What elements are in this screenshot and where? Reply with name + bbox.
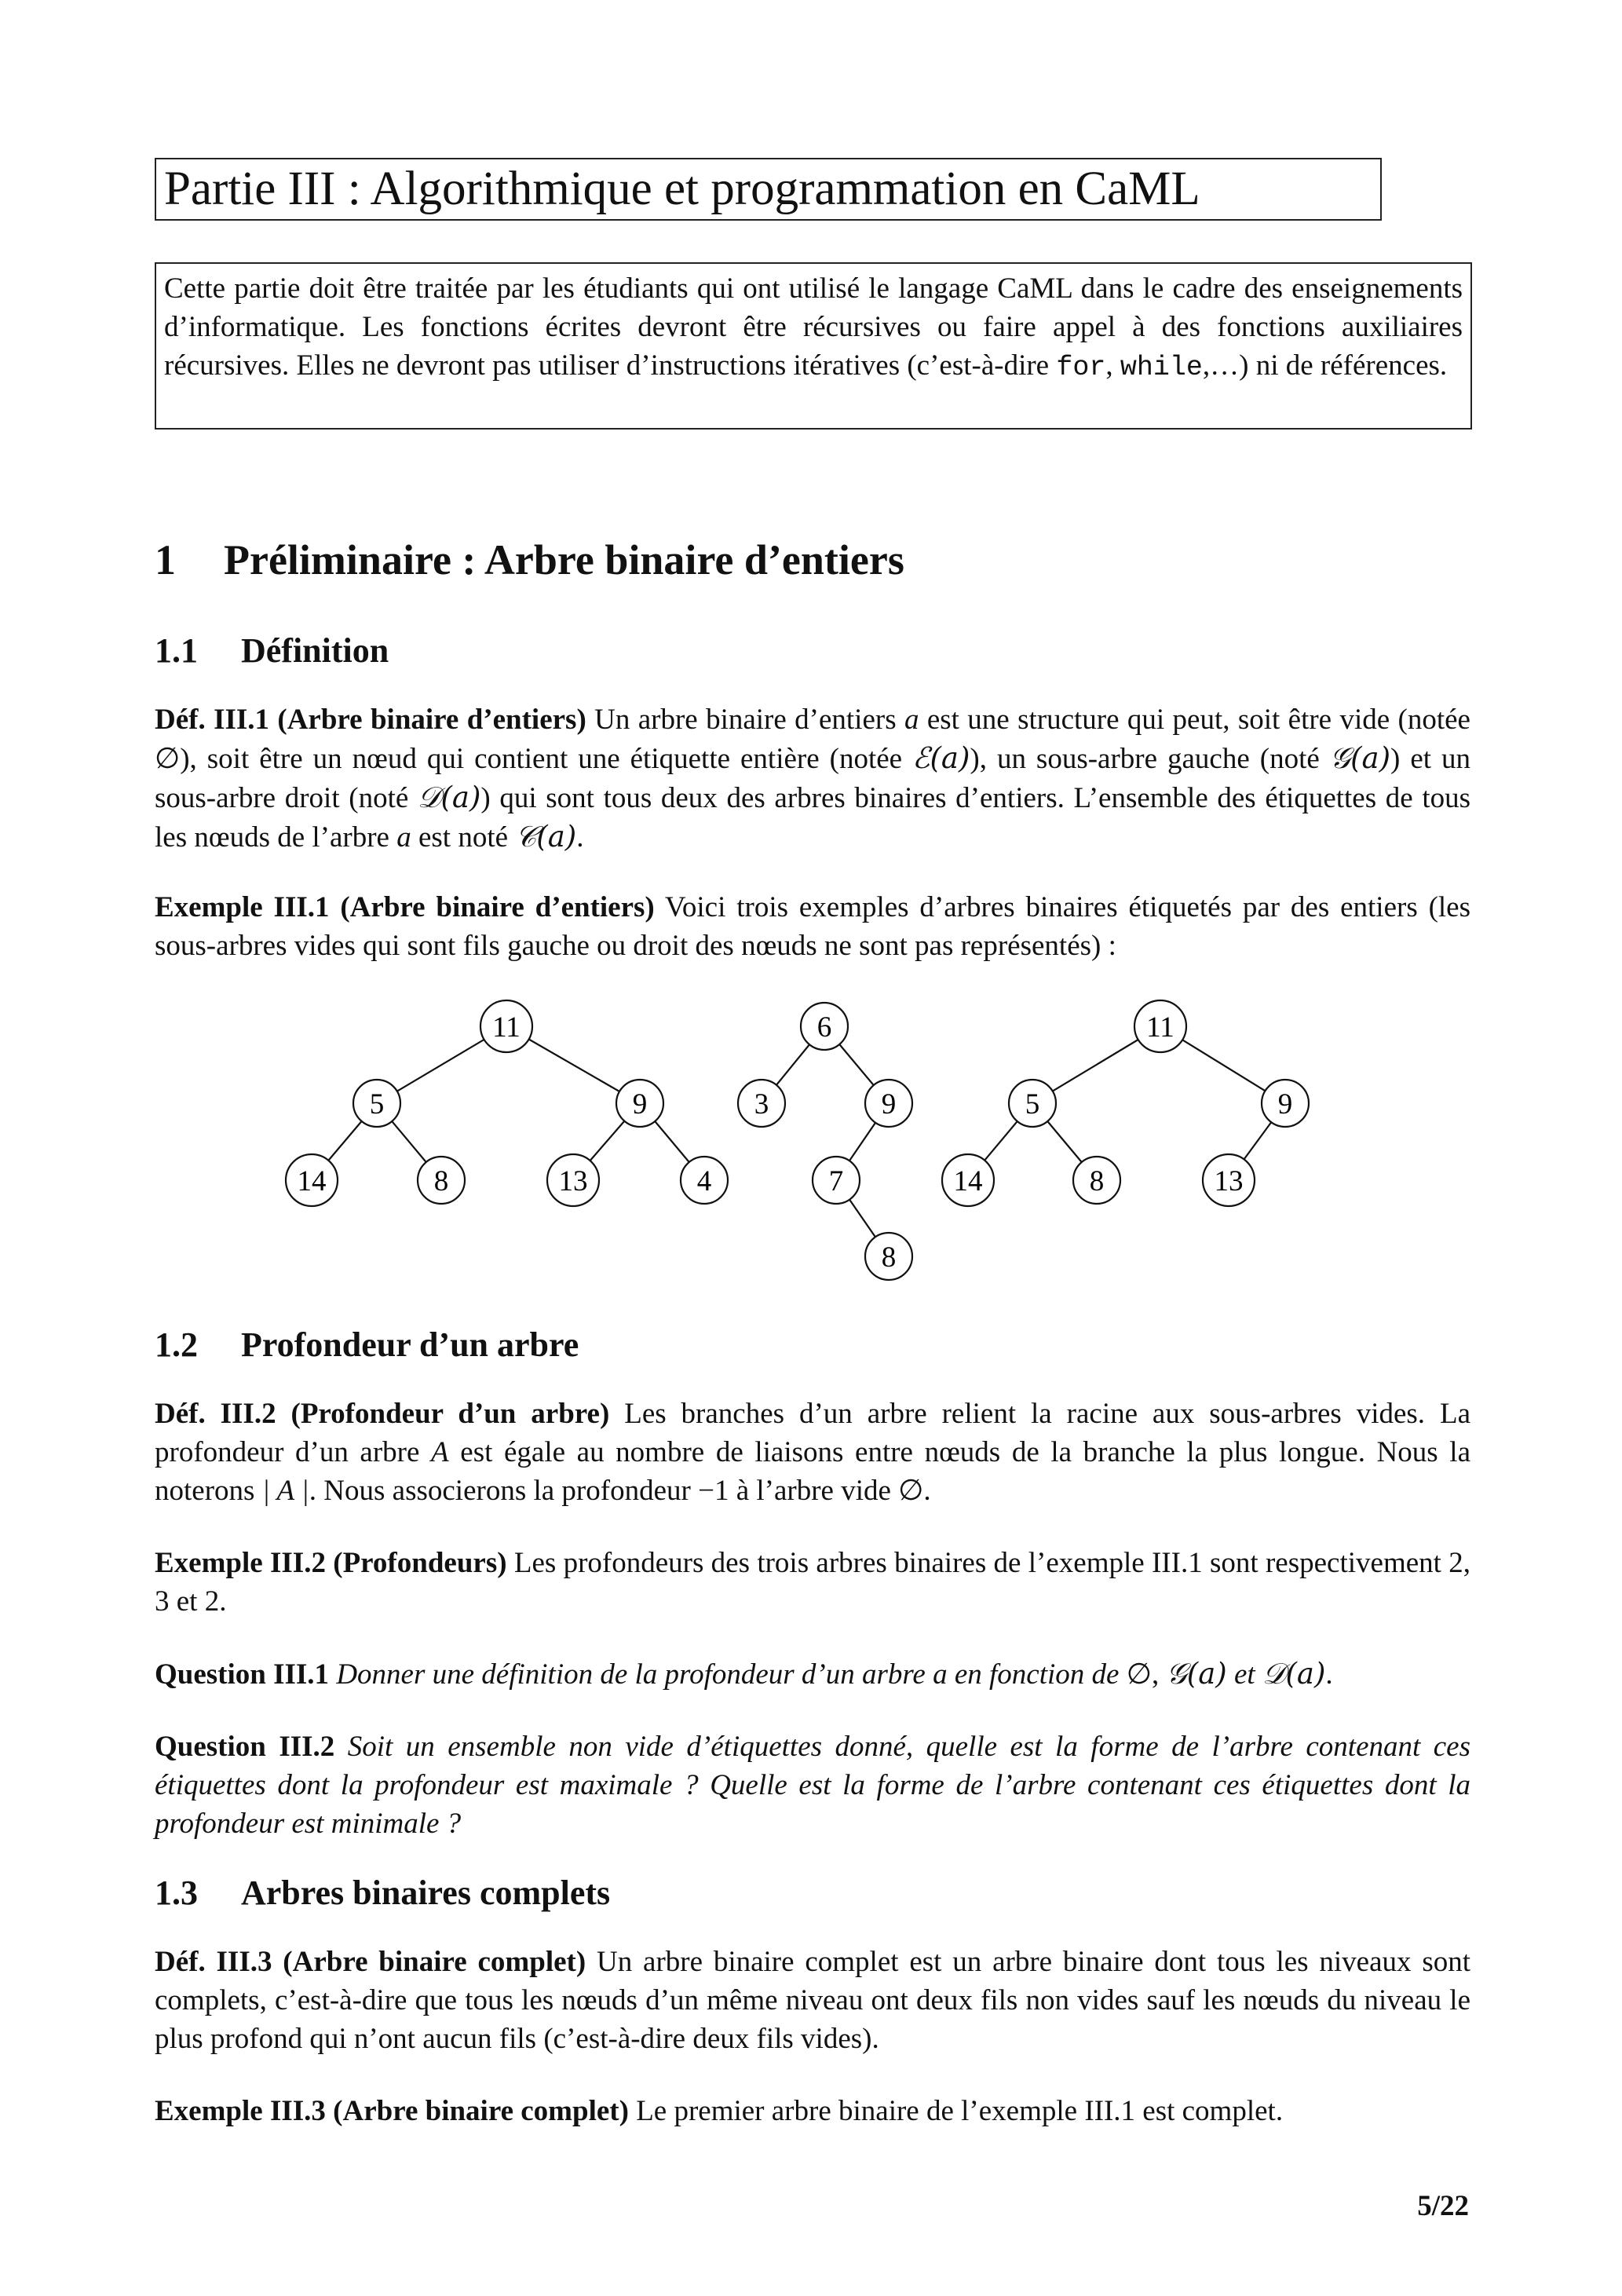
example-III-2 bbox=[155, 1544, 1470, 1621]
question-text: Soit un ensemble non vide d’étiquettes donné, quelle est la forme de l’arbre contenant ces étiquettes dont la profondeur est maximale ? Quelle est la forme de l’arbre contenant ces étiquettes dont la profondeur est minimale ? bbox=[155, 1731, 1470, 1840]
math-A: A bbox=[431, 1436, 449, 1468]
text: . bbox=[576, 821, 584, 854]
text: ), soit être un nœud qui contient une étiquette entière (notée bbox=[180, 743, 913, 775]
text: et bbox=[1226, 1658, 1262, 1691]
text: . Nous associerons la profondeur bbox=[309, 1475, 699, 1507]
definition-III-3 bbox=[155, 1943, 1470, 2058]
question-III-2 bbox=[155, 1727, 1470, 1843]
tree-node-label: 6 bbox=[816, 1011, 832, 1044]
math-label-E: ℰ(a) bbox=[912, 741, 970, 775]
math-depth-A: | A | bbox=[261, 1475, 309, 1507]
tree-node-label: 8 bbox=[433, 1165, 449, 1197]
tree-node-label: 8 bbox=[881, 1241, 897, 1274]
math-left-G: 𝒢(a) bbox=[1329, 741, 1391, 775]
text: ) et un sous-arbre droit (noté bbox=[155, 743, 1471, 814]
notice-code-for: for bbox=[1056, 352, 1106, 383]
text: est une structure qui peut, soit être vide (notée bbox=[919, 704, 1470, 736]
tree-node-label: 13 bbox=[1214, 1165, 1244, 1197]
tree-2 bbox=[738, 1003, 912, 1280]
math-left-G: 𝒢(a) bbox=[1166, 1657, 1227, 1691]
example-label: Exemple III.1 (Arbre binaire d’entiers) bbox=[155, 891, 655, 923]
notice-text-1: Cette partie doit être traitée par les étudiants qui ont utilisé le langage CaML dans le cadre des enseignements d’informatique. Les fonctions écrites devront être récursives ou faire appel à des fonctions auxiliaires récursives. Elles ne devront pas utiliser d’instructions itératives (c’est-à-dire bbox=[164, 272, 1463, 382]
math-right-D: 𝒟(a) bbox=[417, 781, 481, 814]
example-label: Exemple III.3 (Arbre binaire complet) bbox=[155, 2095, 629, 2127]
math-minus-one: −1 bbox=[698, 1475, 729, 1507]
question-label: Question III.1 bbox=[155, 1658, 330, 1691]
tree-node-label: 7 bbox=[828, 1165, 844, 1197]
tree-node-label: 13 bbox=[558, 1165, 588, 1197]
subsection-title: Arbres binaires complets bbox=[241, 1874, 611, 1912]
subsection-number: 1.2 bbox=[155, 1325, 198, 1364]
text: ), un sous-arbre gauche (noté bbox=[970, 743, 1330, 775]
tree-node-label: 9 bbox=[1277, 1088, 1293, 1121]
notice-text-3: ,…) ni de références. bbox=[1202, 349, 1448, 382]
math-set-C: 𝒞(a) bbox=[515, 820, 577, 854]
question-III-1 bbox=[155, 1654, 1470, 1694]
tree-3 bbox=[942, 1000, 1309, 1206]
definition-III-2 bbox=[155, 1395, 1470, 1510]
math-a: a bbox=[396, 821, 411, 854]
text: , bbox=[1151, 1658, 1167, 1691]
tree-1 bbox=[286, 1000, 728, 1206]
text: Donner une définition de la profondeur d’un arbre bbox=[329, 1658, 933, 1691]
tree-node-label: 5 bbox=[1025, 1088, 1040, 1121]
notice-code-while: while bbox=[1120, 352, 1203, 383]
part-title: Partie III : Algorithmique et programmation en CaML bbox=[155, 158, 1382, 221]
tree-node-label: 8 bbox=[1089, 1165, 1105, 1197]
definition-label: Déf. III.3 (Arbre binaire complet) bbox=[155, 1946, 586, 1978]
tree-node-label: 5 bbox=[369, 1088, 385, 1121]
definition-label: Déf. III.1 (Arbre binaire d’entiers) bbox=[155, 704, 586, 736]
subsection-number: 1.3 bbox=[155, 1874, 198, 1912]
tree-edges bbox=[312, 1026, 1285, 1256]
tree-node-label: 11 bbox=[1146, 1011, 1174, 1044]
tree-node-label: 14 bbox=[953, 1165, 983, 1197]
text: Un arbre binaire d’entiers bbox=[586, 704, 904, 736]
subsection-title: Définition bbox=[241, 631, 389, 670]
subsection-heading-1-2 bbox=[155, 1325, 579, 1365]
subsection-number: 1.1 bbox=[155, 631, 198, 670]
text: en fonction de bbox=[947, 1658, 1127, 1691]
math-empty: ∅ bbox=[155, 743, 181, 775]
text: Les branches d’un arbre relient la racine aux sous-arbres vides. La profondeur d’un arbre bbox=[155, 1398, 1470, 1468]
tree-node-label: 9 bbox=[881, 1088, 897, 1121]
math-empty: ∅ bbox=[898, 1475, 924, 1507]
text: ) qui sont tous deux des arbres binaires d’entiers. L’ensemble des étiquettes de tous les nœuds de l’arbre bbox=[155, 782, 1470, 854]
math-a: a bbox=[904, 704, 919, 736]
tree-node-label: 4 bbox=[696, 1165, 712, 1197]
section-number: 1 bbox=[155, 536, 176, 583]
math-a: a bbox=[933, 1658, 948, 1691]
definition-label: Déf. III.2 (Profondeur d’un arbre) bbox=[155, 1398, 610, 1430]
example-label: Exemple III.2 (Profondeurs) bbox=[155, 1547, 507, 1579]
page-number: 5/22 bbox=[1417, 2190, 1469, 2222]
subsection-title: Profondeur d’un arbre bbox=[241, 1325, 579, 1364]
tree-node-label: 9 bbox=[632, 1088, 648, 1121]
tree-node-label: 14 bbox=[297, 1165, 327, 1197]
text: . bbox=[1325, 1658, 1333, 1691]
text: . bbox=[923, 1475, 931, 1507]
math-right-D: 𝒟(a) bbox=[1262, 1657, 1326, 1691]
text: est noté bbox=[411, 821, 516, 854]
question-label: Question III.2 bbox=[155, 1731, 335, 1763]
example-III-3 bbox=[155, 2092, 1470, 2130]
definition-text: Un arbre binaire complet est un arbre binaire dont tous les niveaux sont complets, c’est-à-dire que tous les nœuds d’un même niveau ont deux fils non vides sauf les nœuds du niveau le plus profond qui n’ont aucun fils (c’est-à-dire deux fils vides). bbox=[155, 1946, 1471, 2055]
notice-text-2: , bbox=[1105, 349, 1120, 382]
tree-node-label: 11 bbox=[492, 1011, 521, 1044]
section-title: Préliminaire : Arbre binaire d’entiers bbox=[224, 536, 904, 583]
example-text: Le premier arbre binaire de l’exemple III.1 est complet. bbox=[628, 2095, 1284, 2127]
example-text: Voici trois exemples d’arbres binaires étiquetés par des entiers (les sous-arbres vides qui sont fils gauche ou droit des nœuds ne sont pas représentés) : bbox=[155, 891, 1471, 962]
text: est égale au nombre de liaisons entre nœuds de la branche la plus longue. Nous la noterons bbox=[155, 1436, 1470, 1507]
tree-node-label: 3 bbox=[754, 1088, 769, 1121]
example-text: Les profondeurs des trois arbres binaires de l’exemple III.1 sont respectivement 2, 3 et 2. bbox=[155, 1547, 1470, 1618]
math-empty: ∅ bbox=[1126, 1658, 1152, 1691]
text: à l’arbre vide bbox=[729, 1475, 899, 1507]
subsection-heading-1-3 bbox=[155, 1873, 610, 1913]
